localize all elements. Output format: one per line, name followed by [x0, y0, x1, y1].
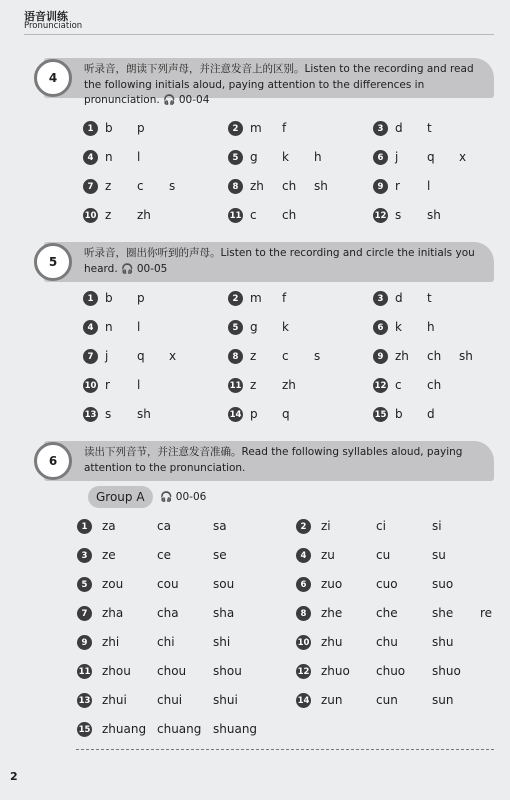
- item-number-badge: 8: [228, 179, 243, 194]
- item-token: zhi: [102, 635, 120, 649]
- exercise-item: [296, 547, 510, 564]
- item-token: cuo: [376, 577, 398, 591]
- item-token[interactable]: d: [427, 407, 435, 421]
- item-token: sun: [432, 693, 454, 707]
- item-number-badge: 8: [296, 606, 311, 621]
- item-token: sha: [213, 606, 235, 620]
- item-number-badge: 8: [228, 349, 243, 364]
- exercise-item: [83, 149, 213, 166]
- item-token: zi: [321, 519, 331, 533]
- item-token[interactable]: k: [282, 320, 289, 334]
- item-number-badge: 9: [77, 635, 92, 650]
- item-number-badge: 4: [83, 320, 98, 335]
- item-token: ch: [282, 179, 297, 193]
- item-number-badge: 11: [228, 208, 243, 223]
- exercise-item: [83, 290, 213, 307]
- item-number-badge: 14: [228, 407, 243, 422]
- item-number-badge: 7: [83, 349, 98, 364]
- item-token: shi: [213, 635, 231, 649]
- page-number: 2: [10, 770, 18, 783]
- exercise-item: [373, 290, 503, 307]
- item-token[interactable]: s: [314, 349, 321, 363]
- item-token[interactable]: l: [137, 320, 141, 334]
- exercise-6-banner: [44, 441, 494, 481]
- item-token[interactable]: p: [137, 291, 145, 305]
- item-token: m: [250, 121, 262, 135]
- item-token: c: [250, 208, 257, 222]
- exercise-item: [228, 207, 358, 224]
- item-number-badge: 2: [296, 519, 311, 534]
- exercise-item: [228, 178, 358, 195]
- item-token: zhu: [321, 635, 343, 649]
- item-token: si: [432, 519, 442, 533]
- item-token: za: [102, 519, 116, 533]
- item-token: sh: [427, 208, 441, 222]
- item-token: cun: [376, 693, 398, 707]
- item-token[interactable]: z: [250, 349, 257, 363]
- item-token: f: [282, 121, 287, 135]
- exercise-item: [373, 319, 503, 336]
- exercise-4-banner: [44, 58, 494, 106]
- exercise-item: [83, 178, 213, 195]
- item-token[interactable]: c: [282, 349, 289, 363]
- item-number-badge: 15: [77, 722, 92, 737]
- item-number-badge: 1: [83, 121, 98, 136]
- exercise-item: [77, 721, 292, 738]
- item-token[interactable]: x: [169, 349, 177, 363]
- item-token: shuo: [432, 664, 461, 678]
- exercise-item: [296, 634, 510, 651]
- group-a-label: Group A: [88, 486, 153, 508]
- instruction-text: 听录音，圈出你听到的声母。Listen to the recording and circle the initials you heard.: [84, 247, 475, 275]
- item-token[interactable]: zh: [395, 349, 409, 363]
- item-token: z: [105, 179, 112, 193]
- exercise-instruction: [84, 62, 484, 109]
- item-token[interactable]: q: [137, 349, 145, 363]
- item-token: sh: [314, 179, 328, 193]
- item-token: g: [250, 150, 258, 164]
- exercise-item: [228, 348, 358, 365]
- audio-track: 00-06: [175, 491, 207, 503]
- exercise-item: [228, 149, 358, 166]
- exercise-item: [83, 319, 213, 336]
- item-token: zuo: [321, 577, 343, 591]
- item-number-badge: 4: [296, 548, 311, 563]
- item-token: sa: [213, 519, 227, 533]
- exercise-item: [83, 406, 213, 423]
- item-token: zhe: [321, 606, 343, 620]
- item-token[interactable]: m: [250, 291, 262, 305]
- item-token[interactable]: k: [395, 320, 402, 334]
- exercise-item: [228, 319, 358, 336]
- item-token: j: [395, 150, 399, 164]
- exercise-number: 5: [34, 243, 72, 281]
- exercise-item: [373, 348, 503, 365]
- bottom-divider: [76, 749, 494, 750]
- item-number-badge: 3: [373, 121, 388, 136]
- item-token: s: [395, 208, 402, 222]
- item-token: t: [427, 121, 432, 135]
- item-token: chuang: [157, 722, 202, 736]
- item-token: re: [480, 606, 493, 620]
- item-token: d: [395, 121, 403, 135]
- item-token[interactable]: g: [250, 320, 258, 334]
- audio-track: 00-04: [178, 94, 210, 106]
- item-token[interactable]: r: [105, 378, 110, 392]
- item-token: n: [105, 150, 113, 164]
- item-token: l: [137, 150, 141, 164]
- item-token[interactable]: l: [137, 378, 141, 392]
- item-number-badge: 2: [228, 121, 243, 136]
- item-token: shou: [213, 664, 242, 678]
- item-token: chui: [157, 693, 183, 707]
- exercise-item: [77, 576, 292, 593]
- group-a-audio: [160, 491, 206, 503]
- item-token: b: [105, 121, 113, 135]
- item-token: suo: [432, 577, 454, 591]
- item-number-badge: 7: [83, 179, 98, 194]
- item-token[interactable]: z: [250, 378, 257, 392]
- item-token: ze: [102, 548, 116, 562]
- item-token[interactable]: ch: [427, 349, 442, 363]
- item-number-badge: 7: [77, 606, 92, 621]
- item-number-badge: 5: [77, 577, 92, 592]
- item-token: shui: [213, 693, 238, 707]
- item-token: cu: [376, 548, 391, 562]
- item-token: h: [314, 150, 322, 164]
- section-subtitle: Pronunciation: [24, 21, 83, 31]
- exercise-item: [228, 120, 358, 137]
- item-number-badge: 10: [83, 208, 98, 223]
- item-token: che: [376, 606, 398, 620]
- item-token: cou: [157, 577, 179, 591]
- exercise-item: [373, 406, 503, 423]
- item-token[interactable]: d: [395, 291, 403, 305]
- item-number-badge: 11: [228, 378, 243, 393]
- item-token: ci: [376, 519, 386, 533]
- item-number-badge: 5: [228, 320, 243, 335]
- exercise-instruction: [84, 445, 484, 476]
- item-number-badge: 6: [373, 320, 388, 335]
- item-token: shu: [432, 635, 454, 649]
- instruction-text: 听录音，朗读下列声母，并注意发音上的区别。Listen to the recording and read the following initials aloud, paying attention to the differences in pronunciation.: [84, 63, 474, 106]
- section-title: 语音训练: [24, 10, 68, 23]
- exercise-item: [77, 634, 292, 651]
- item-token: chuo: [376, 664, 406, 678]
- item-number-badge: 3: [77, 548, 92, 563]
- item-token[interactable]: t: [427, 291, 432, 305]
- item-number-badge: 11: [77, 664, 92, 679]
- header-divider: [24, 34, 494, 35]
- exercise-item: [77, 547, 292, 564]
- item-token[interactable]: zh: [282, 378, 296, 392]
- item-number-badge: 6: [373, 150, 388, 165]
- exercise-item: [228, 377, 358, 394]
- item-token: chu: [376, 635, 398, 649]
- item-token[interactable]: c: [395, 378, 402, 392]
- exercise-item: [77, 518, 292, 535]
- instruction-text: 读出下列音节，并注意发音准确。Read the following syllables aloud, paying attention to the pronunciation.: [84, 446, 463, 474]
- exercise-item: [296, 576, 510, 593]
- exercise-item: [83, 120, 213, 137]
- item-number-badge: 12: [373, 378, 388, 393]
- exercise-item: [83, 348, 213, 365]
- exercise-item: [373, 377, 503, 394]
- item-token: zhui: [102, 693, 127, 707]
- item-token: sou: [213, 577, 235, 591]
- item-token: zhou: [102, 664, 131, 678]
- headphones-icon[interactable]: 🎧: [163, 95, 176, 106]
- exercise-item: [373, 178, 503, 195]
- item-number-badge: 6: [296, 577, 311, 592]
- item-number-badge: 9: [373, 349, 388, 364]
- item-token: ch: [282, 208, 297, 222]
- item-token: zun: [321, 693, 343, 707]
- item-token: she: [432, 606, 454, 620]
- item-token: shuang: [213, 722, 258, 736]
- item-number-badge: 1: [83, 291, 98, 306]
- item-token: zha: [102, 606, 124, 620]
- item-token: k: [282, 150, 289, 164]
- item-token: r: [395, 179, 400, 193]
- item-token[interactable]: h: [427, 320, 435, 334]
- item-token: zu: [321, 548, 335, 562]
- item-number-badge: 12: [373, 208, 388, 223]
- exercise-item: [77, 692, 292, 709]
- exercise-item: [83, 207, 213, 224]
- item-number-badge: 2: [228, 291, 243, 306]
- item-token: chi: [157, 635, 175, 649]
- item-number-badge: 10: [296, 635, 311, 650]
- exercise-5-banner: [44, 242, 494, 282]
- item-token[interactable]: b: [395, 407, 403, 421]
- item-token: ca: [157, 519, 171, 533]
- item-token: l: [427, 179, 431, 193]
- item-token: p: [137, 121, 145, 135]
- item-token[interactable]: b: [105, 291, 113, 305]
- exercise-number: 6: [34, 442, 72, 480]
- exercise-item: [228, 290, 358, 307]
- exercise-item: [296, 663, 510, 680]
- item-token[interactable]: f: [282, 291, 287, 305]
- item-token: zhuo: [321, 664, 350, 678]
- item-token: ce: [157, 548, 171, 562]
- item-number-badge: 3: [373, 291, 388, 306]
- exercise-instruction: [84, 246, 484, 277]
- item-token[interactable]: sh: [137, 407, 151, 421]
- item-number-badge: 10: [83, 378, 98, 393]
- audio-track: 00-05: [136, 262, 168, 275]
- exercise-item: [373, 149, 503, 166]
- item-token: c: [137, 179, 144, 193]
- headphones-icon[interactable]: 🎧: [160, 492, 173, 503]
- item-token[interactable]: j: [105, 349, 109, 363]
- exercise-item: [77, 605, 292, 622]
- item-token: chou: [157, 664, 187, 678]
- exercise-number: 4: [34, 59, 72, 97]
- exercise-item: [373, 120, 503, 137]
- item-token: zh: [250, 179, 264, 193]
- item-token: q: [427, 150, 435, 164]
- item-number-badge: 5: [228, 150, 243, 165]
- exercise-item: [77, 663, 292, 680]
- item-token: cha: [157, 606, 179, 620]
- headphones-icon[interactable]: 🎧: [121, 263, 134, 275]
- item-token: z: [105, 208, 112, 222]
- item-number-badge: 14: [296, 693, 311, 708]
- item-token[interactable]: ch: [427, 378, 442, 392]
- item-token[interactable]: sh: [459, 349, 473, 363]
- item-token: zou: [102, 577, 124, 591]
- exercise-item: [83, 377, 213, 394]
- item-number-badge: 12: [296, 664, 311, 679]
- item-number-badge: 9: [373, 179, 388, 194]
- item-token: se: [213, 548, 227, 562]
- exercise-item: [373, 207, 503, 224]
- item-token[interactable]: n: [105, 320, 113, 334]
- item-token[interactable]: p: [250, 407, 258, 421]
- item-token: zhuang: [102, 722, 147, 736]
- exercise-item: [296, 518, 510, 535]
- exercise-item: [228, 406, 358, 423]
- exercise-item: [296, 692, 510, 709]
- item-token: s: [169, 179, 176, 193]
- item-token[interactable]: q: [282, 407, 290, 421]
- item-token: x: [459, 150, 467, 164]
- item-number-badge: 1: [77, 519, 92, 534]
- item-number-badge: 4: [83, 150, 98, 165]
- item-token: zh: [137, 208, 151, 222]
- item-number-badge: 13: [83, 407, 98, 422]
- item-token[interactable]: s: [105, 407, 112, 421]
- item-number-badge: 13: [77, 693, 92, 708]
- item-token: su: [432, 548, 446, 562]
- exercise-item: [296, 605, 510, 622]
- item-number-badge: 15: [373, 407, 388, 422]
